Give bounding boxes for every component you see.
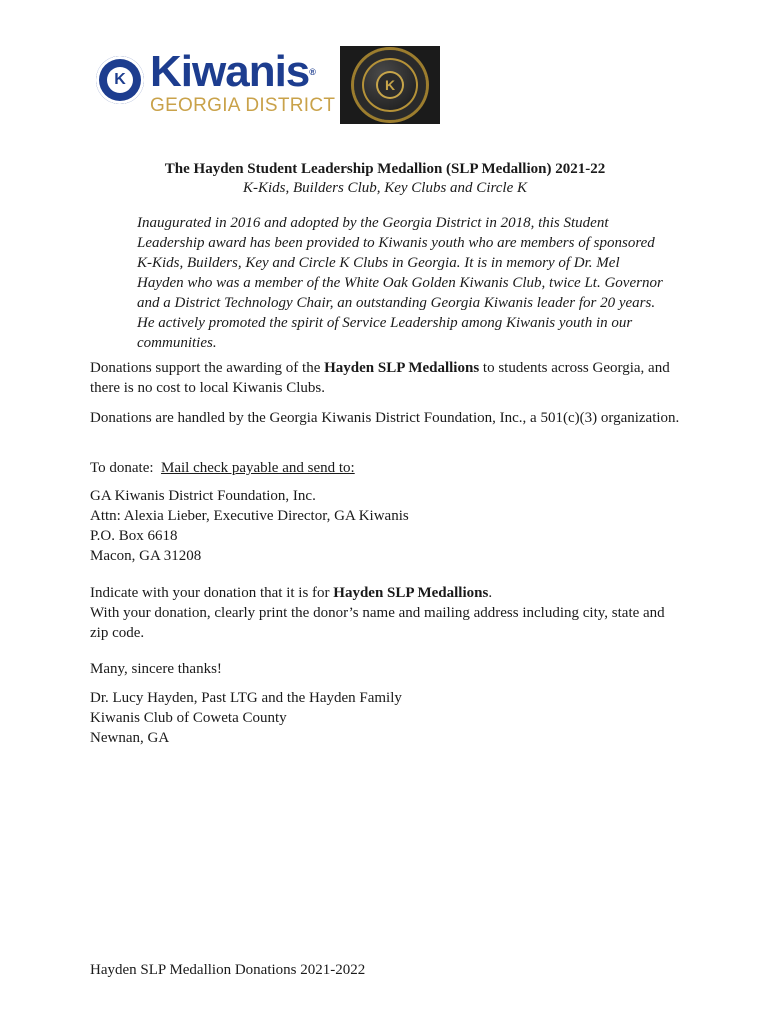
signature-line: Newnan, GA xyxy=(90,730,170,746)
medal-letter: K xyxy=(384,77,396,93)
address-line: Attn: Alexia Lieber, Executive Director, GA Kiwanis xyxy=(90,508,409,524)
instructions-paragraph: Indicate with your donation that it is for Hayden SLP Medallions. With your donation, clearly print the donor’s name and mailing address including city, state and zip code. xyxy=(90,583,685,643)
donor-info-instruction: With your donation, clearly print the donor’s name and mailing address including city, state and zip code. xyxy=(90,605,665,641)
medallion-photo xyxy=(340,46,440,124)
page-footer: Hayden SLP Medallion Donations 2021-2022 xyxy=(90,962,366,978)
address-line: P.O. Box 6618 xyxy=(90,528,178,544)
donations-paragraph: Donations support the awarding of the Hayden SLP Medallions to students across Georgia, and there is no cost to local Kiwanis Clubs. xyxy=(90,360,670,396)
seal-letter: K xyxy=(114,71,126,88)
signature-line: Dr. Lucy Hayden, Past LTG and the Hayden Family xyxy=(90,690,402,706)
intro-paragraph: Inaugurated in 2016 and adopted by the Georgia District in 2018, this Student Leadership award has been provided to Kiwanis youth who are members of sponsored K-Kids, Builders, Key and Circle K Clubs in Georgia. It is in memory of Dr. Mel Hayden who was a member of the White Oak Golden Kiwanis Club, twice Lt. Governor and a District Technology Chair, an outstanding Georgia Kiwanis leader for 20 years. He actively promoted the spirit of Service Leadership among Kiwanis youth in our communities. xyxy=(137,215,663,351)
brand-name: Kiwanis xyxy=(150,47,310,96)
mailing-address xyxy=(90,486,685,566)
signature-line: Kiwanis Club of Coweta County xyxy=(90,710,287,726)
document-title: The Hayden Student Leadership Medallion (SLP Medallion) 2021-22 xyxy=(164,161,606,177)
thanks-line: Many, sincere thanks! xyxy=(90,661,222,677)
registered-mark: ® xyxy=(309,67,316,77)
kiwanis-logo xyxy=(150,47,340,116)
mail-check-instruction: Mail check payable and send to: xyxy=(161,460,355,476)
document-subtitle: K-Kids, Builders Club, Key Clubs and Circle K xyxy=(242,180,528,196)
foundation-paragraph: Donations are handled by the Georgia Kiwanis District Foundation, Inc., a 501(c)(3) organization. xyxy=(90,410,680,426)
medallions-bold-text: Hayden SLP Medallions xyxy=(333,585,489,601)
kiwanis-seal-icon xyxy=(96,56,144,104)
medallion-icon xyxy=(354,50,426,120)
brand-district: GEORGIA DISTRICT xyxy=(150,95,336,116)
address-line: Macon, GA 31208 xyxy=(90,548,202,564)
to-donate-paragraph: To donate: Mail check payable and send to: xyxy=(90,460,355,476)
signature-block xyxy=(90,688,685,748)
address-line: GA Kiwanis District Foundation, Inc. xyxy=(90,488,316,504)
medallions-bold-text: Hayden SLP Medallions xyxy=(324,360,480,376)
